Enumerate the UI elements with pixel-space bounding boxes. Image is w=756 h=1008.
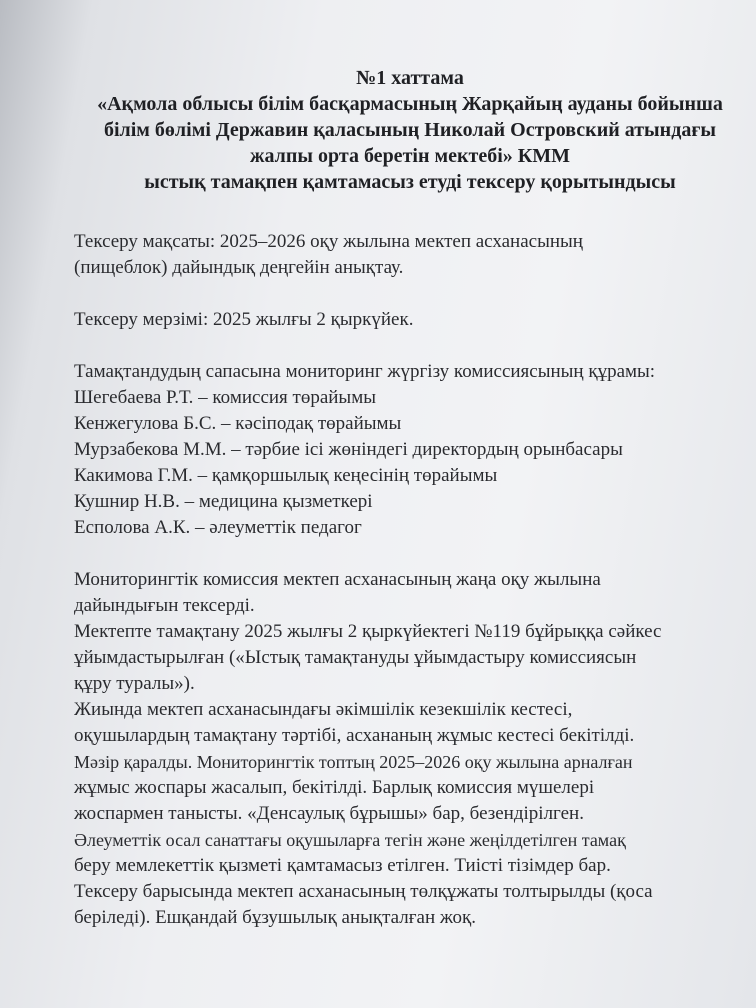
findings-line: дайындығын тексерді. <box>74 595 255 616</box>
findings-line: Мектепте тамақтану 2025 жылғы 2 қыркүйектегі №119 бұйрыққа сәйкес <box>74 621 662 642</box>
findings-line: құру туралы»). <box>74 673 195 694</box>
organization-line-2: білім бөлімі Державин қаласының Николай Островский атындағы <box>103 119 717 141</box>
findings-line: оқушылардың тамақтану тәртібі, асхананың жұмыс кестесі бекітілді. <box>74 725 635 746</box>
document-header <box>60 65 756 195</box>
protocol-number: №1 хаттама <box>356 67 464 89</box>
findings-line: Мәзір қаралды. Мониторингтік топтың 2025–2026 оқу жылына арналған <box>74 752 633 772</box>
organization-line-3: жалпы орта беретін мектебі» КММ <box>249 145 571 167</box>
inspection-date: Тексеру мерзімі: 2025 жылғы 2 қыркүйек. <box>74 309 414 330</box>
findings-line: Әлеуметтік осал санаттағы оқушыларға тегін және жеңілдетілген тамақ <box>74 830 626 850</box>
findings-line: Мониторингтік комиссия мектеп асханасының жаңа оқу жылына <box>74 569 601 590</box>
commission-member: Есполова А.К. – әлеуметтік педагог <box>74 517 362 538</box>
findings-line: ұйымдастырылған («Ыстық тамақтануды ұйымдастыру комиссиясын <box>74 647 637 668</box>
commission-heading: Тамақтандудың сапасына мониторинг жүргізу комиссиясының құрамы: <box>74 361 656 382</box>
findings-line: Тексеру барысында мектеп асханасының төлқұжаты толтырылды (қоса <box>74 881 653 902</box>
spacer <box>74 333 754 359</box>
findings-line: Жиында мектеп асханасындағы әкімшілік кезекшілік кестесі, <box>74 699 573 720</box>
commission-member: Какимова Г.М. – қамқоршылық кеңесінің төрайымы <box>74 465 498 486</box>
spacer <box>74 541 754 567</box>
commission-member: Шегебаева Р.Т. – комиссия төрайымы <box>74 387 376 408</box>
purpose-paragraph <box>74 229 754 281</box>
document-subject: ыстық тамақпен қамтамасыз етуді тексеру қорытындысы <box>144 171 676 193</box>
date-paragraph <box>74 307 754 333</box>
findings-line: беру мемлекеттік қызметі қамтамасыз етілген. Тиісті тізімдер бар. <box>74 855 611 876</box>
document-body <box>74 229 754 931</box>
commission-member: Кушнир Н.В. – медицина қызметкері <box>74 491 373 512</box>
purpose-line: (пищеблок) дайындық деңгейін анықтау. <box>74 257 404 278</box>
commission-member: Мурзабекова М.М. – тәрбие ісі жөніндегі директордың орынбасары <box>74 439 623 460</box>
findings-line: жұмыс жоспары жасалып, бекітілді. Барлық комиссия мүшелері <box>74 777 595 798</box>
findings-paragraph <box>74 567 754 931</box>
organization-line-1: «Ақмола облысы білім басқармасының Жарқайың ауданы бойынша <box>97 93 723 115</box>
findings-line: беріледі). Ешқандай бұзушылық анықталған жоқ. <box>74 907 477 928</box>
commission-section <box>74 359 754 541</box>
purpose-line: Тексеру мақсаты: 2025–2026 оқу жылына мектеп асханасының <box>74 231 583 252</box>
findings-line: жоспармен танысты. «Денсаулық бұрышы» бар, безендірілген. <box>74 803 584 824</box>
spacer <box>74 281 754 307</box>
commission-member: Кенжегулова Б.С. – кәсіподақ төрайымы <box>74 413 402 434</box>
